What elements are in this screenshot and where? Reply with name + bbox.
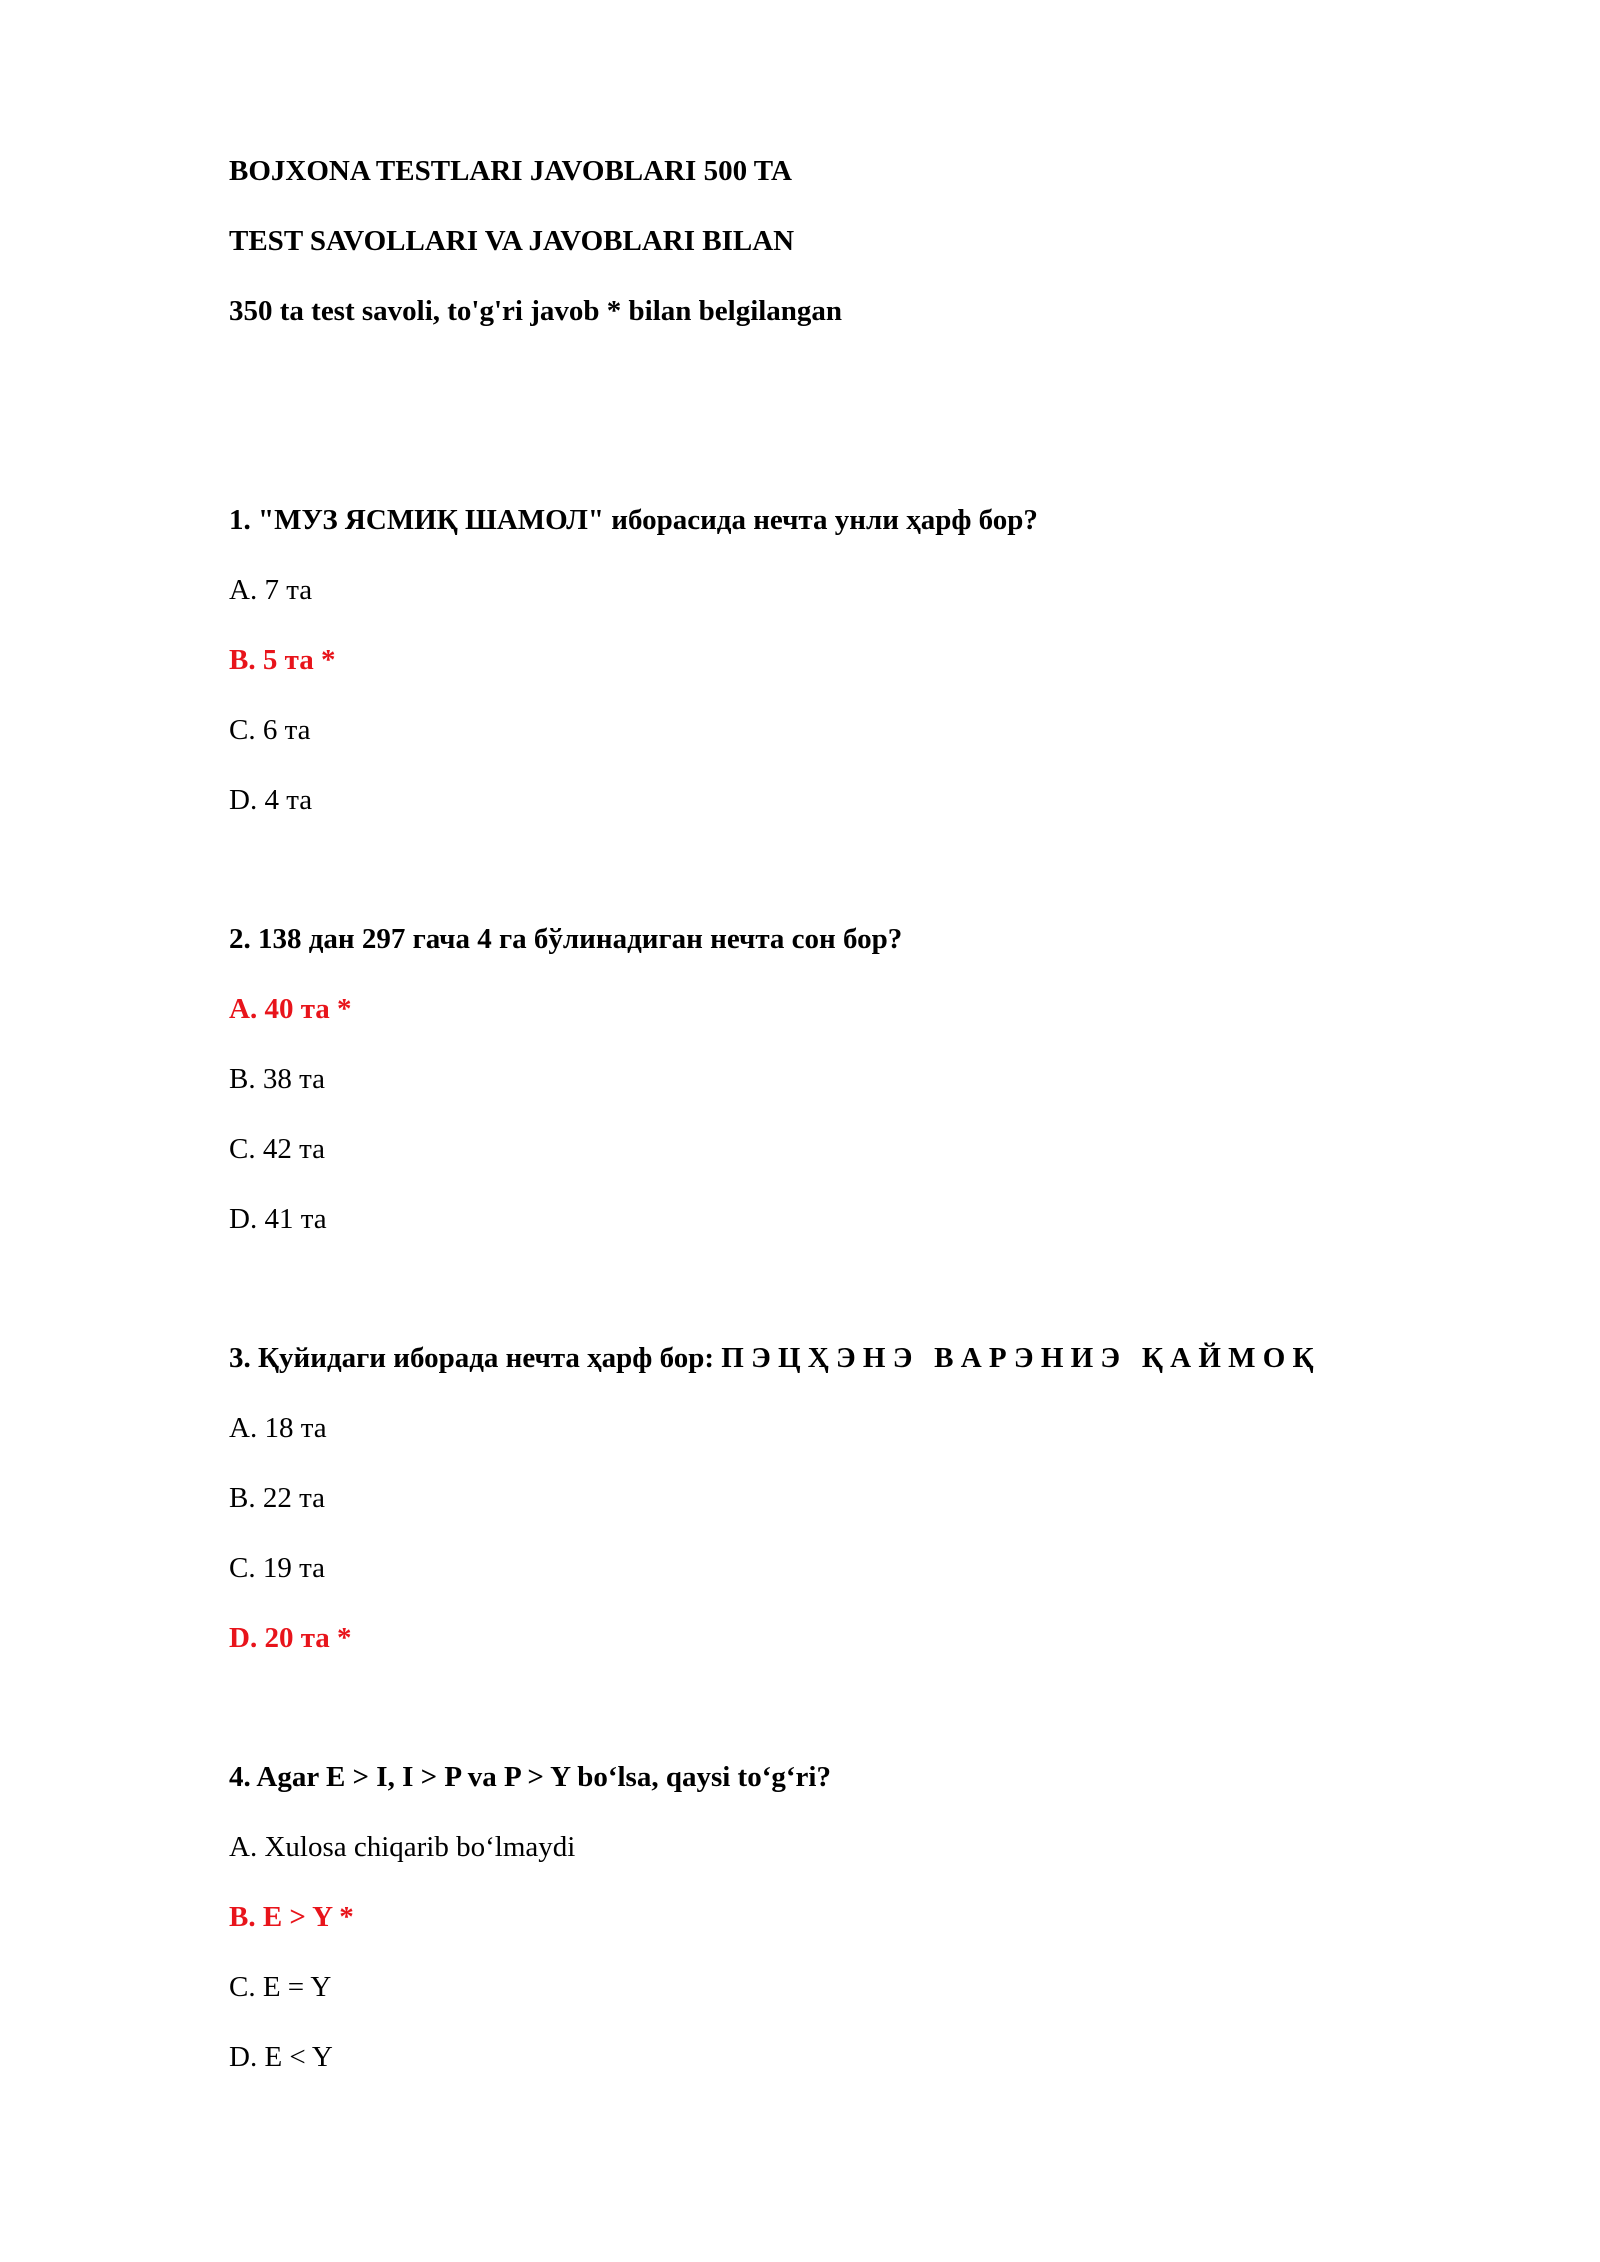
- document-title: BOJXONA TESTLARI JAVOBLARI 500 TA: [229, 155, 792, 187]
- question-2-option-c: C. 42 та: [229, 1133, 325, 1165]
- question-2-option-d: D. 41 та: [229, 1203, 327, 1235]
- question-2-option-a-correct: A. 40 та *: [229, 993, 352, 1025]
- question-3-option-b: B. 22 та: [229, 1482, 325, 1514]
- question-1-option-d: D. 4 та: [229, 784, 313, 816]
- question-4-option-d: D. E < Y: [229, 2041, 333, 2073]
- question-4-option-a: A. Xulosa chiqarib bo‘lmaydi: [229, 1831, 576, 1863]
- question-3-text: 3. Қуйидаги иборада нечта ҳарф бор: П Э Ц Ҳ Э Н Э В А Р Э Н И Э Қ А Й М О Қ: [229, 1342, 1314, 1374]
- question-2-option-b: B. 38 та: [229, 1063, 325, 1095]
- question-4-text: 4. Agar E > I, I > P va P > Y bo‘lsa, qaysi to‘g‘ri?: [229, 1761, 831, 1793]
- question-1-option-c: C. 6 та: [229, 714, 311, 746]
- question-4-option-c: C. E = Y: [229, 1971, 332, 2003]
- question-3-option-a: A. 18 та: [229, 1412, 327, 1444]
- document-note: 350 ta test savoli, to'g'ri javob * bilan belgilangan: [229, 295, 843, 327]
- question-1-option-a: A. 7 та: [229, 574, 313, 606]
- question-4-option-b-correct: B. E > Y *: [229, 1901, 354, 1933]
- question-1-option-b-correct: B. 5 та *: [229, 644, 336, 676]
- question-2-text: 2. 138 дан 297 гача 4 га бўлинадиган нечта сон бор?: [229, 923, 903, 955]
- question-3-option-d-correct: D. 20 та *: [229, 1622, 352, 1654]
- question-3-option-c: C. 19 та: [229, 1552, 325, 1584]
- question-1-text: 1. "МУЗ ЯСМИҚ ШАМОЛ" иборасида нечта унли ҳарф бор?: [229, 504, 1038, 536]
- document-subtitle: TEST SAVOLLARI VA JAVOBLARI BILAN: [229, 225, 795, 257]
